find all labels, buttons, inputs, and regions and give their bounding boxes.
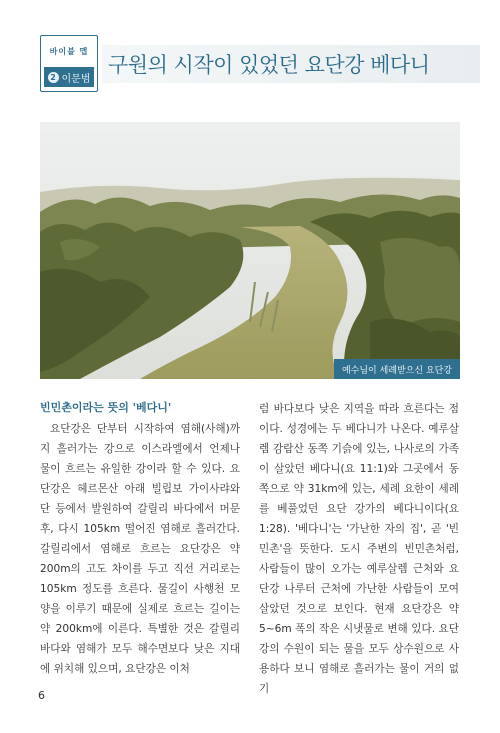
river-landscape-illustration: [40, 122, 460, 379]
chapter-number-icon: 2: [48, 72, 59, 83]
page-title: 구원의 시작이 있었던 요단강 베다니: [108, 53, 430, 77]
photo-caption: 예수님이 세례받으신 요단강: [334, 359, 460, 379]
section-badge: [40, 35, 98, 92]
paragraph-left: 요단강은 단부터 시작하여 염해(사해)까지 흘러가는 강으로 이스라엘에서 언제나 물이 흐르는 유일한 강이라 할 수 있다. 요단강은 헤르몬산 아래 빌립보 가이사랴와 단 등에서 발원하여 갈릴리 바다에서 머문 후, 다시 105km 떨어진 염해로 흘러간다. 갈릴리에서 염해로 흐르는 요단강은 약 200m의 고도 차이를 두고 직선 거리로는 105km 정도를 흐른다. 물길이 사행천 모양을 이루기 때문에 실제로 흐르는 길이는 약 200km에 이른다. 특별한 것은 갈릴리 바다와 염해가 모두 해수면보다 낮은 지대에 위치해 있으며, 요단강은 이처: [40, 423, 240, 675]
author-strip: [44, 67, 94, 87]
article-column-right: [259, 399, 459, 699]
paragraph-right: 럼 바다보다 낮은 지역을 따라 흐른다는 점이다. 성경에는 두 베다니가 나온다. 예루살렘 감람산 동쪽 기슭에 있는, 나사로의 가족이 살았던 베다니(요 11:1)와 그곳에서 동쪽으로 약 31km에 있는, 세례 요한이 세례를 베풀었던 요단 강가의 베다니이다(요 1:28). '베다니'는 '가난한 자의 집', 곧 '빈민촌'을 뜻한다. 도시 주변의 빈민촌처럼, 사람들이 많이 오가는 예루살렘 근처와 요단강 나루터 근처에 가난한 사람들이 모여 살았던 것으로 보인다. 현재 요단강은 약 5~6m 폭의 작은 시냇물로 변해 있다. 요단강의 수원이 되는 물을 모두 상수원으로 사용하다 보니 염해로 흘러가는 물이 거의 없기: [259, 403, 459, 695]
author-name: 이문범: [61, 73, 91, 85]
section-label: 바이블 맵: [49, 46, 89, 56]
page-number: 6: [38, 689, 45, 702]
jordan-river-photo: [40, 122, 460, 379]
article-column-left: [40, 399, 240, 679]
title-bar: [102, 45, 480, 83]
section-subheading: 빈민촌이라는 뜻의 '베다니': [40, 401, 172, 414]
chapter-header: [40, 35, 460, 92]
